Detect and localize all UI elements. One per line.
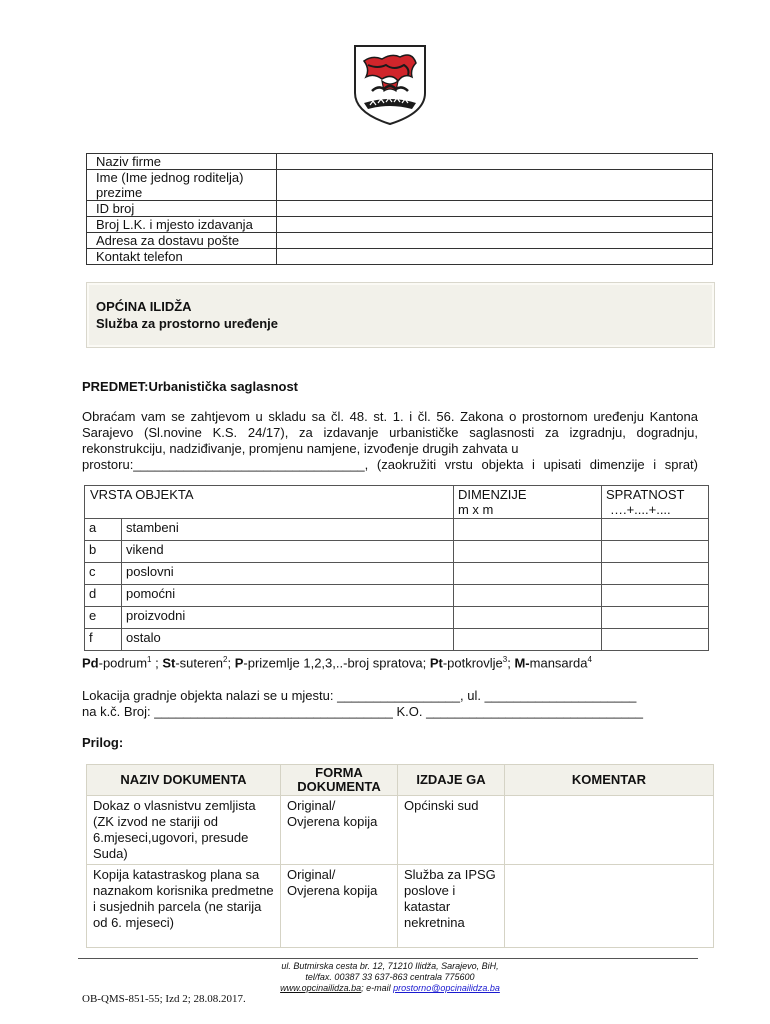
applicant-field-value[interactable] bbox=[277, 217, 713, 233]
footer-website-link[interactable]: www.opcinailidza.ba bbox=[280, 983, 362, 993]
attachment-row bbox=[87, 865, 714, 948]
object-floors-cell[interactable] bbox=[601, 585, 708, 607]
applicant-field-label: Ime (Ime jednog roditelja) prezime bbox=[87, 170, 277, 201]
office-name: OPĆINA ILIDŽA bbox=[96, 299, 192, 314]
attachment-row bbox=[87, 796, 714, 865]
applicant-field-label: Broj L.K. i mjesto izdavanja bbox=[87, 217, 277, 233]
applicant-field-row bbox=[87, 201, 713, 217]
object-floors-cell[interactable] bbox=[601, 607, 708, 629]
footer-email-label: ; e-mail bbox=[361, 983, 394, 993]
attach-header-issuer: IZDAJE GA bbox=[398, 765, 505, 796]
object-dimensions-cell[interactable] bbox=[453, 585, 601, 607]
attachment-issuer: Služba za IPSG poslove i katastar nekretnina bbox=[398, 865, 505, 948]
object-name: poslovni bbox=[122, 563, 454, 585]
legend-pt-sup: 3 bbox=[502, 655, 508, 664]
legend-pt-text: -potkrovlje bbox=[442, 655, 503, 671]
attachment-comment[interactable] bbox=[505, 796, 714, 865]
object-letter[interactable]: a bbox=[85, 519, 122, 541]
attachment-name: Dokaz o vlasnistvu zemljista (ZK izvod ne stariji od 6.mjeseci,ugovori, presude Suda) bbox=[87, 796, 281, 865]
attach-header-comment: KOMENTAR bbox=[505, 765, 714, 796]
attach-header-name: NAZIV DOKUMENTA bbox=[87, 765, 281, 796]
header-object-type: VRSTA OBJEKTA bbox=[85, 486, 454, 519]
attachments-header bbox=[87, 765, 714, 796]
legend-st-sup: 2 bbox=[223, 655, 228, 664]
object-name: ostalo bbox=[122, 629, 454, 651]
applicant-field-label: Adresa za dostavu pošte bbox=[87, 233, 277, 249]
applicant-field-label: Kontakt telefon bbox=[87, 249, 277, 265]
legend-pt: Pt bbox=[429, 655, 443, 671]
footer-web-line bbox=[250, 983, 530, 994]
object-floors-cell[interactable] bbox=[601, 629, 708, 651]
object-name: pomoćni bbox=[122, 585, 454, 607]
document-id: OB-QMS-851-55; Izd 2; 28.08.2017. bbox=[82, 993, 246, 1005]
object-name: proizvodni bbox=[122, 607, 454, 629]
object-name: stambeni bbox=[122, 519, 454, 541]
legend-pd-sup: 1 bbox=[147, 655, 152, 664]
attach-header-form: FORMA DOKUMENTA bbox=[281, 765, 398, 796]
object-name: vikend bbox=[122, 541, 454, 563]
object-type-row[interactable] bbox=[85, 585, 709, 607]
subject-line: PREDMET:Urbanistička saglasnost bbox=[82, 379, 299, 394]
legend-st-text: -suteren bbox=[175, 655, 224, 671]
object-table-header bbox=[85, 486, 709, 519]
object-letter[interactable]: c bbox=[85, 563, 122, 585]
applicant-info-table bbox=[86, 153, 713, 265]
object-dimensions-cell[interactable] bbox=[453, 629, 601, 651]
applicant-field-label: Naziv firme bbox=[87, 154, 277, 170]
object-type-row[interactable] bbox=[85, 563, 709, 585]
office-box bbox=[86, 282, 715, 348]
object-type-row[interactable] bbox=[85, 607, 709, 629]
request-paragraph bbox=[82, 409, 698, 473]
header-dimensions-label: DIMENZIJE bbox=[457, 487, 527, 502]
footer-contact bbox=[250, 961, 530, 994]
footer-address: ul. Butmirska cesta br. 12, 71210 Ilidža, Sarajevo, BiH, bbox=[281, 961, 499, 971]
object-letter[interactable]: e bbox=[85, 607, 122, 629]
legend-p-text: -prizemlje 1,2,3,..-broj spratova; bbox=[243, 655, 430, 671]
object-letter[interactable]: b bbox=[85, 541, 122, 563]
office-department: Služba za prostorno uređenje bbox=[96, 316, 279, 331]
legend-pd: Pd bbox=[82, 655, 99, 671]
applicant-field-row bbox=[87, 170, 713, 201]
legend-st: St bbox=[162, 655, 176, 671]
object-floors-cell[interactable] bbox=[601, 563, 708, 585]
applicant-field-value[interactable] bbox=[277, 170, 713, 201]
applicant-field-value[interactable] bbox=[277, 249, 713, 265]
applicant-field-row bbox=[87, 217, 713, 233]
object-type-row[interactable] bbox=[85, 519, 709, 541]
header-dimensions-unit: m x m bbox=[457, 502, 494, 517]
object-dimensions-cell[interactable] bbox=[453, 541, 601, 563]
location-line-1[interactable]: Lokacija gradnje objekta nalazi se u mjestu: _________________, ul. _____________________ bbox=[82, 688, 637, 703]
floor-legend: Pd-podrum$^1$ ; St-suteren$^2$; P-prizemlje 1,2,3,..-broj spratova; Pt-potkrovlje$^3$; M-mansarda$^4$ bbox=[82, 655, 592, 671]
applicant-field-value[interactable] bbox=[277, 154, 713, 170]
attachment-form: Original/ Ovjerena kopija bbox=[281, 796, 398, 865]
object-type-table bbox=[84, 485, 709, 651]
applicant-field-label: ID broj bbox=[87, 201, 277, 217]
header-floors-label: SPRATNOST bbox=[605, 487, 685, 502]
object-type-row[interactable] bbox=[85, 541, 709, 563]
legend-m-sup: 4 bbox=[587, 655, 592, 664]
request-last-line[interactable]: prostoru:________________________________, (zaokružiti vrstu objekta i upisati dimenzije i sprat) bbox=[82, 457, 698, 472]
footer-divider bbox=[78, 958, 698, 959]
attachment-issuer: Općinski sud bbox=[398, 796, 505, 865]
object-dimensions-cell[interactable] bbox=[453, 607, 601, 629]
attachments-table bbox=[86, 764, 714, 948]
attachments-title: Prilog: bbox=[82, 735, 124, 750]
header-floors-format: ….+....+.... bbox=[609, 502, 671, 517]
attachment-form: Original/ Ovjerena kopija bbox=[281, 865, 398, 948]
footer-email-link[interactable]: prostorno@opcinailidza.ba bbox=[393, 983, 500, 993]
legend-p: P bbox=[234, 655, 244, 671]
applicant-field-value[interactable] bbox=[277, 201, 713, 217]
object-letter[interactable]: d bbox=[85, 585, 122, 607]
header-dimensions bbox=[453, 486, 601, 519]
applicant-field-row bbox=[87, 154, 713, 170]
legend-pd-text: -podrum bbox=[98, 655, 148, 671]
object-floors-cell[interactable] bbox=[601, 541, 708, 563]
location-line-2[interactable]: na k.č. Broj: _________________________________ K.O. ______________________________ bbox=[82, 704, 643, 719]
object-letter[interactable]: f bbox=[85, 629, 122, 651]
applicant-field-row bbox=[87, 233, 713, 249]
request-body: Obraćam vam se zahtjevom u skladu sa čl. 48. st. 1. i čl. 56. Zakona o prostornom uređenju Kantona Sarajevo (Sl.novine K.S. 24/17), za izdavanje urbanističke saglasnosti za izgradnju, dogradnju, rekonstrukciju, nadziđivanje, promjenu namjene, izvođenje drugih zahvata u bbox=[82, 409, 698, 456]
applicant-field-value[interactable] bbox=[277, 233, 713, 249]
object-dimensions-cell[interactable] bbox=[453, 563, 601, 585]
legend-m-text: mansarda bbox=[529, 655, 588, 671]
municipal-coat-of-arms-icon bbox=[352, 43, 428, 127]
applicant-field-row bbox=[87, 249, 713, 265]
footer-phone: tel/fax. 00387 33 637-863 centrala 775600 bbox=[305, 972, 475, 982]
attachment-name: Kopija katastraskog plana sa naznakom korisnika predmetne i susjednih parcela (ne starija od 6. mjeseci) bbox=[87, 865, 281, 948]
header-floors bbox=[601, 486, 708, 519]
object-type-row[interactable] bbox=[85, 629, 709, 651]
object-dimensions-cell[interactable] bbox=[453, 519, 601, 541]
legend-m: M- bbox=[514, 655, 530, 671]
attachment-comment[interactable] bbox=[505, 865, 714, 948]
object-floors-cell[interactable] bbox=[601, 519, 708, 541]
